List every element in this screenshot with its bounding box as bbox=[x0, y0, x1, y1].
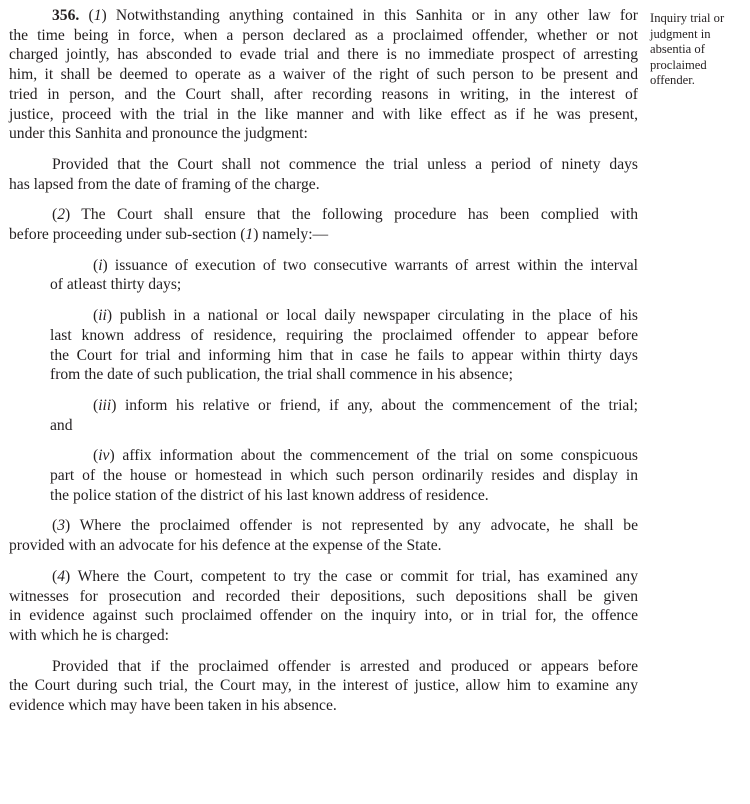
clause-label: i bbox=[98, 256, 103, 274]
subsection-1 bbox=[9, 6, 638, 144]
subsection-3 bbox=[9, 516, 638, 555]
clause-i bbox=[9, 256, 638, 295]
text-line: Provided that if the proclaimed offender is arrested and produced or appears before bbox=[52, 657, 638, 675]
proviso-2 bbox=[9, 657, 638, 716]
clause-label: iv bbox=[98, 447, 110, 465]
text-line: the Court for trial and informing him that in case he fails to appear within thirty days bbox=[50, 346, 638, 364]
text-line: under this Sanhita and pronounce the judgment: bbox=[9, 125, 308, 143]
text-line: provided with an advocate for his defence at the expense of the State. bbox=[9, 537, 442, 555]
proviso-1 bbox=[9, 155, 638, 194]
clause-label: ii bbox=[98, 307, 107, 325]
text-line: the police station of the district of his last known address of residence. bbox=[50, 486, 489, 504]
text-line: (3) Where the proclaimed offender is not represented by any advocate, he shall be bbox=[52, 517, 638, 535]
text-line: Provided that the Court shall not commence the trial unless a period of ninety days bbox=[52, 155, 638, 173]
text-fragment: ) affix information about the commencement of the trial on some conspicuous bbox=[109, 447, 638, 465]
section-body bbox=[9, 6, 638, 716]
text-line: the Court during such trial, the Court may, in the interest of justice, allow him to examine any bbox=[9, 677, 638, 695]
text-line: in evidence against such proclaimed offender on the inquiry into, or in trial for, the offence bbox=[9, 607, 638, 625]
text-fragment: before proceeding under sub-section ( bbox=[9, 226, 246, 244]
subsection-label: 2 bbox=[57, 206, 65, 224]
text-line: him, it shall be deemed to operate as a waiver of the right of such person to be present and bbox=[9, 66, 638, 84]
text-fragment: ) Where the Court, competent to try the case or commit for trial, has examined any bbox=[65, 567, 638, 585]
subsection-2 bbox=[9, 205, 638, 244]
text-line: (iv) affix information about the commencement of the trial on some conspicuous bbox=[93, 447, 638, 465]
text-line: (4) Where the Court, competent to try the case or commit for trial, has examined any bbox=[52, 567, 638, 585]
text-fragment: ) publish in a national or local daily newspaper circulating in the place of his bbox=[106, 307, 638, 325]
marginal-note-line: offender. bbox=[650, 73, 695, 87]
marginal-note-line: Inquiry trial or bbox=[650, 11, 725, 25]
text-fragment: ) The Court shall ensure that the following procedure has been complied with bbox=[65, 206, 638, 224]
text-line: has lapsed from the date of framing of the charge. bbox=[9, 175, 320, 193]
text-line: witnesses for prosecution and recorded their depositions, such depositions shall be given bbox=[9, 587, 638, 605]
text-line: part of the house or homestead in which such person ordinarily resides and display in bbox=[50, 467, 638, 485]
marginal-note-line: absentia of bbox=[650, 42, 705, 56]
text-line: charged jointly, has absconded to evade trial and there is no immediate prospect of arresting bbox=[9, 46, 638, 64]
subsection-label: 4 bbox=[57, 567, 65, 585]
clause-label: iii bbox=[98, 396, 112, 414]
text-fragment: ) Where the proclaimed offender is not represented by any advocate, he shall be bbox=[65, 517, 638, 535]
clause-iv bbox=[9, 446, 638, 505]
text-line: tried in person, and the Court shall, after recording reasons in writing, in the interest of bbox=[9, 85, 638, 103]
text-line: and bbox=[50, 416, 73, 434]
text-line: evidence which may have been taken in his absence. bbox=[9, 697, 337, 715]
text-line: the time being in force, when a person declared as a proclaimed offender, whether or not bbox=[9, 26, 638, 44]
section-number: 356. bbox=[52, 7, 80, 24]
text-line: (2) The Court shall ensure that the following procedure has been complied with bbox=[52, 206, 638, 224]
text-fragment: ) namely:— bbox=[253, 226, 329, 244]
marginal-note-line: proclaimed bbox=[650, 57, 707, 72]
cross-reference: 1 bbox=[245, 226, 254, 244]
text-line: (i) issuance of execution of two consecutive warrants of arrest within the interval bbox=[93, 256, 638, 274]
text-line: with which he is charged: bbox=[9, 626, 169, 644]
clause-iii bbox=[9, 396, 638, 435]
text-fragment: ) Notwithstanding anything contained in this Sanhita or in any other law for bbox=[101, 7, 638, 24]
text-line: of atleast thirty days; bbox=[50, 276, 182, 294]
text-line: last known address of residence, requiring the proclaimed offender to appear before bbox=[50, 326, 638, 344]
subsection-label: 3 bbox=[57, 517, 65, 535]
marginal-note bbox=[650, 11, 746, 89]
text-line: (iii) inform his relative or friend, if any, about the commencement of the trial; bbox=[93, 396, 638, 414]
text-line: justice, proceed with the trial in the like manner and with like effect as if he was present, bbox=[9, 105, 638, 123]
marginal-note-line: judgment in bbox=[650, 26, 711, 41]
text-fragment: ) inform his relative or friend, if any, about the commencement of the trial; bbox=[111, 396, 638, 414]
text-line: 356. (1) Notwithstanding anything contained in this Sanhita or in any other law for bbox=[52, 7, 638, 24]
clause-ii bbox=[9, 306, 638, 385]
subsection-label: 1 bbox=[93, 7, 102, 24]
text-line bbox=[9, 225, 638, 245]
text-line: (ii) publish in a national or local daily newspaper circulating in the place of his bbox=[93, 307, 638, 325]
text-fragment: ) issuance of execution of two consecutive warrants of arrest within the interval bbox=[102, 256, 638, 274]
subsection-4 bbox=[9, 567, 638, 646]
text-line: from the date of such publication, the trial shall commence in his absence; bbox=[50, 366, 513, 384]
